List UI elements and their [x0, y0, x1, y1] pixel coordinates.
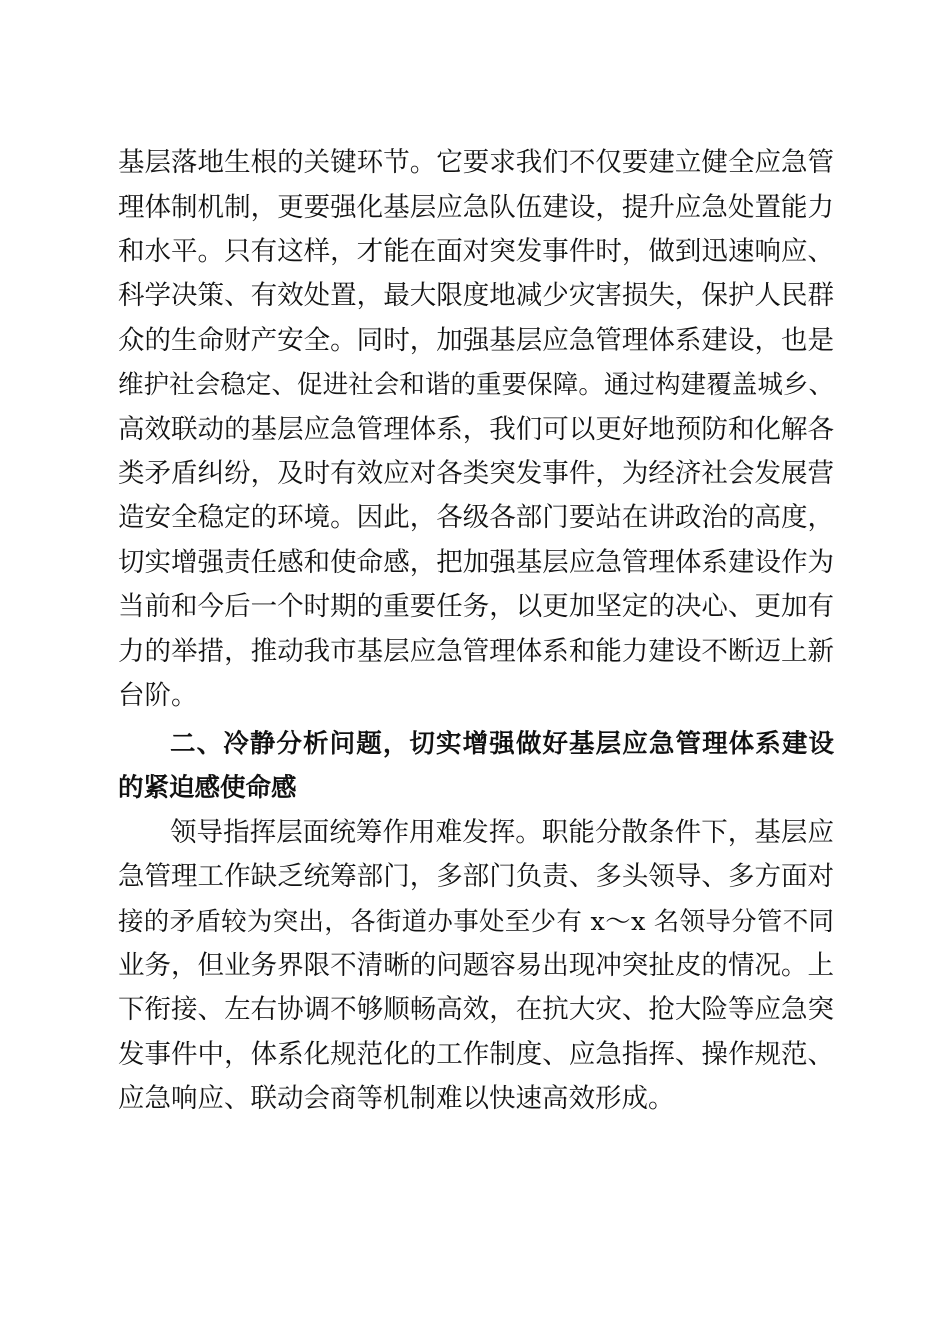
paragraph-2-line-1: 领导指挥层面统筹作用难发挥。职能分散条件下，基层应 — [170, 817, 834, 848]
paragraph-2-line-3: 接的矛盾较为突出，各街道办事处至少有 x～x 名领导分管不同 — [118, 907, 834, 937]
paragraph-2-line-6: 发事件中，体系化规范化的工作制度、应急指挥、操作规范、 — [118, 1039, 834, 1070]
paragraph-1-line-13: 台阶。 — [118, 680, 198, 711]
paragraph-2-line-5: 下衔接、左右协调不够顺畅高效，在抗大灾、抢大险等应急突 — [118, 994, 834, 1025]
section-heading-line-1: 二、冷静分析问题，切实增强做好基层应急管理体系建设 — [170, 729, 834, 759]
paragraph-1-line-9: 造安全稳定的环境。因此，各级各部门要站在讲政治的高度， — [118, 502, 834, 533]
paragraph-1-line-8: 类矛盾纠纷，及时有效应对各类突发事件，为经济社会发展营 — [118, 458, 834, 489]
paragraph-2-line-2: 急管理工作缺乏统筹部门，多部门负责、多头领导、多方面对 — [118, 861, 834, 892]
paragraph-1-line-6: 维护社会稳定、促进社会和谐的重要保障。通过构建覆盖城乡、 — [118, 370, 834, 400]
paragraph-1-line-12: 力的举措，推动我市基层应急管理体系和能力建设不断迈上新 — [118, 636, 834, 667]
paragraph-1-line-11: 当前和今后一个时期的重要任务，以更加坚定的决心、更加有 — [118, 591, 834, 622]
paragraph-1-line-5: 众的生命财产安全。同时，加强基层应急管理体系建设，也是 — [118, 325, 834, 356]
paragraph-2-line-7: 应急响应、联动会商等机制难以快速高效形成。 — [118, 1083, 675, 1114]
paragraph-1-line-1: 基层落地生根的关键环节。它要求我们不仅要建立健全应急管 — [118, 147, 834, 178]
paragraph-1-line-4: 科学决策、有效处置，最大限度地减少灾害损失，保护人民群 — [118, 280, 834, 311]
paragraph-1-line-2: 理体制机制，更要强化基层应急队伍建设，提升应急处置能力 — [118, 192, 834, 223]
paragraph-2-line-4: 业务，但业务界限不清晰的问题容易出现冲突扯皮的情况。上 — [118, 950, 834, 981]
paragraph-1-line-10: 切实增强责任感和使命感，把加强基层应急管理体系建设作为 — [118, 547, 834, 578]
paragraph-1-line-3: 和水平。只有这样，才能在面对突发事件时，做到迅速响应、 — [118, 236, 834, 267]
paragraph-1-line-7: 高效联动的基层应急管理体系，我们可以更好地预防和化解各 — [118, 414, 834, 445]
section-heading-line-2: 的紧迫感使命感 — [118, 773, 297, 803]
